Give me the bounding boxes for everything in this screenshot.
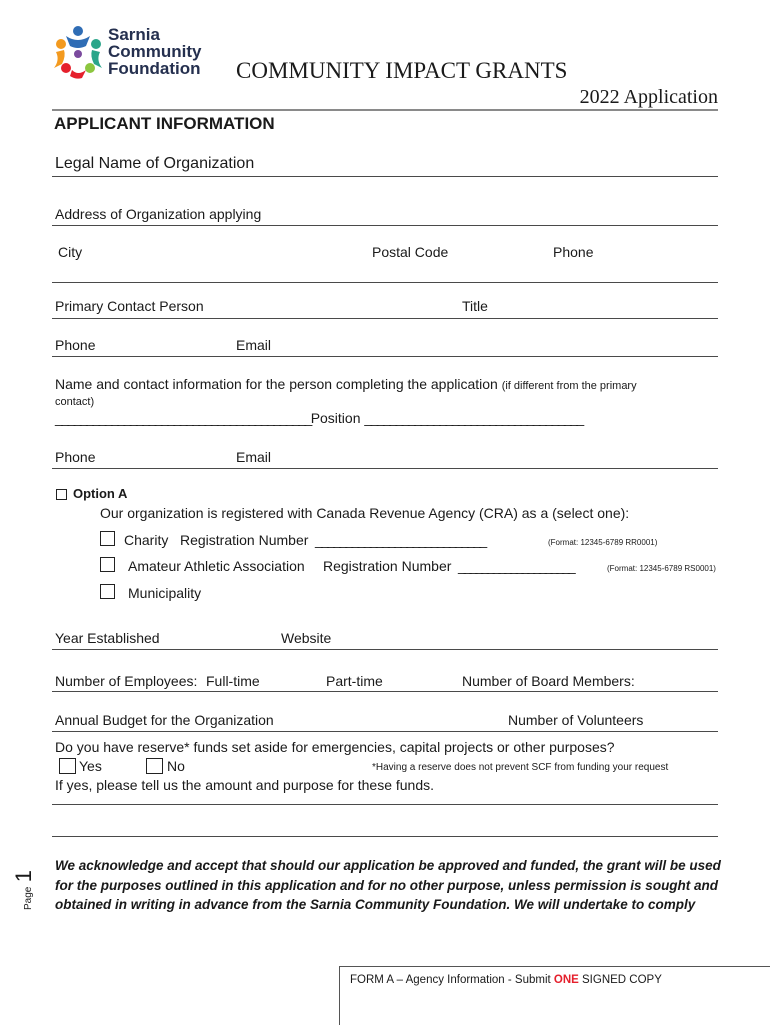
footer-emphasis: ONE — [553, 974, 579, 986]
budget-field[interactable] — [52, 731, 718, 732]
reserve-yes-checkbox[interactable] — [59, 758, 76, 774]
position-blank: ___________________________________ — [364, 410, 583, 426]
footer-suffix: SIGNED COPY — [578, 974, 662, 986]
municipality-checkbox[interactable] — [100, 584, 115, 599]
primary-contact-label: Primary Contact Person — [55, 298, 204, 314]
header-divider — [52, 109, 718, 111]
legal-name-label: Legal Name of Organization — [55, 155, 255, 172]
page-title: COMMUNITY IMPACT GRANTS — [236, 58, 568, 83]
city-label: City — [58, 244, 83, 260]
option-a-intro: Our organization is registered with Canada Revenue Agency (CRA) as a (select one): — [100, 505, 630, 521]
footer-box — [339, 966, 770, 1025]
reserve-no-label: No — [167, 758, 185, 774]
logo-line-1: Sarnia — [108, 25, 160, 44]
logo — [52, 24, 222, 84]
municipality-label: Municipality — [128, 585, 202, 601]
acknowledgement-line-1: We acknowledge and accept that should our application be approved and funded, the grant will be used — [55, 858, 721, 873]
website-label: Website — [281, 630, 332, 646]
address-label: Address of Organization applying — [55, 206, 262, 222]
option-a-heading: Option A — [73, 486, 128, 501]
page-subtitle: 2022 Application — [579, 86, 718, 108]
phone-label: Phone — [553, 244, 594, 260]
amateur-registration-field[interactable]: ____________________ — [458, 558, 574, 574]
year-website-field[interactable] — [52, 649, 718, 650]
charity-checkbox[interactable] — [100, 531, 115, 546]
reserve-field-line-1[interactable] — [52, 804, 718, 805]
primary-contact-field[interactable] — [52, 318, 718, 319]
section-title: APPLICANT INFORMATION — [54, 114, 275, 133]
option-a-checkbox[interactable] — [56, 489, 67, 500]
volunteers-label: Number of Volunteers — [508, 712, 644, 728]
contact-phone-email-field[interactable] — [52, 356, 718, 357]
logo-people-icon — [52, 24, 104, 80]
charity-registration-label: Registration Number — [180, 532, 309, 548]
position-label: Position — [310, 410, 361, 426]
board-members-label: Number of Board Members: — [462, 673, 635, 689]
year-established-label: Year Established — [55, 630, 160, 646]
annual-budget-label: Annual Budget for the Organization — [55, 712, 274, 728]
completing-person-note-2: contact) — [55, 396, 95, 408]
reserve-field-line-2[interactable] — [52, 836, 718, 837]
amateur-label: Amateur Athletic Association — [128, 558, 305, 574]
amateur-checkbox[interactable] — [100, 557, 115, 572]
part-time-label: Part-time — [326, 673, 383, 689]
amateur-registration-label: Registration Number — [323, 558, 452, 574]
reserve-question: Do you have reserve* funds set aside for emergencies, capital projects or other purposes? — [55, 739, 615, 755]
completing-person-text: Name and contact information for the person completing the application — [55, 376, 498, 392]
completing-person-label — [55, 376, 637, 392]
footer-text — [350, 974, 662, 986]
reserve-followup: If yes, please tell us the amount and purpose for these funds. — [55, 777, 435, 793]
contact-phone-label: Phone — [55, 337, 96, 353]
completing-phone-email-field[interactable] — [52, 468, 718, 469]
logo-line-3: Foundation — [108, 59, 201, 78]
reserve-note: *Having a reserve does not prevent SCF from funding your request — [372, 762, 669, 773]
completing-name-blank: _________________________________________ — [55, 410, 311, 426]
contact-email-label: Email — [236, 337, 272, 353]
employees-field[interactable] — [52, 691, 718, 692]
acknowledgement-line-3: obtained in writing in advance from the Sarnia Community Foundation. We will undertake to comply — [55, 897, 696, 912]
completing-phone-label: Phone — [55, 449, 96, 465]
charity-format-hint: (Format: 12345-6789 RR0001) — [548, 538, 658, 547]
completing-person-note: (if different from the primary — [501, 380, 637, 392]
postal-code-label: Postal Code — [372, 244, 449, 260]
title-label: Title — [462, 298, 488, 314]
logo-line-2: Community — [108, 42, 202, 61]
acknowledgement-line-2: for the purposes outlined in this application and for no other purpose, unless permission is sought and — [55, 878, 719, 893]
page-marker-label: Page — [23, 886, 34, 910]
footer-prefix: FORM A – Agency Information - Submit — [350, 974, 554, 986]
full-time-label: Full-time — [206, 673, 260, 689]
address-field[interactable] — [52, 225, 718, 226]
legal-name-field[interactable] — [52, 176, 718, 177]
completing-email-label: Email — [236, 449, 272, 465]
charity-label: Charity — [124, 532, 169, 548]
reserve-yes-label: Yes — [79, 758, 102, 774]
charity-registration-field[interactable]: ____________________________ — [315, 532, 486, 548]
amateur-format-hint: (Format: 12345-6789 RS0001) — [607, 564, 716, 573]
city-postal-phone-field[interactable] — [52, 282, 718, 283]
completing-name-line[interactable] — [55, 410, 583, 426]
employees-label: Number of Employees: — [55, 673, 198, 689]
page-marker-number: 1 — [11, 869, 36, 883]
reserve-no-checkbox[interactable] — [146, 758, 163, 774]
page-marker — [11, 869, 53, 940]
